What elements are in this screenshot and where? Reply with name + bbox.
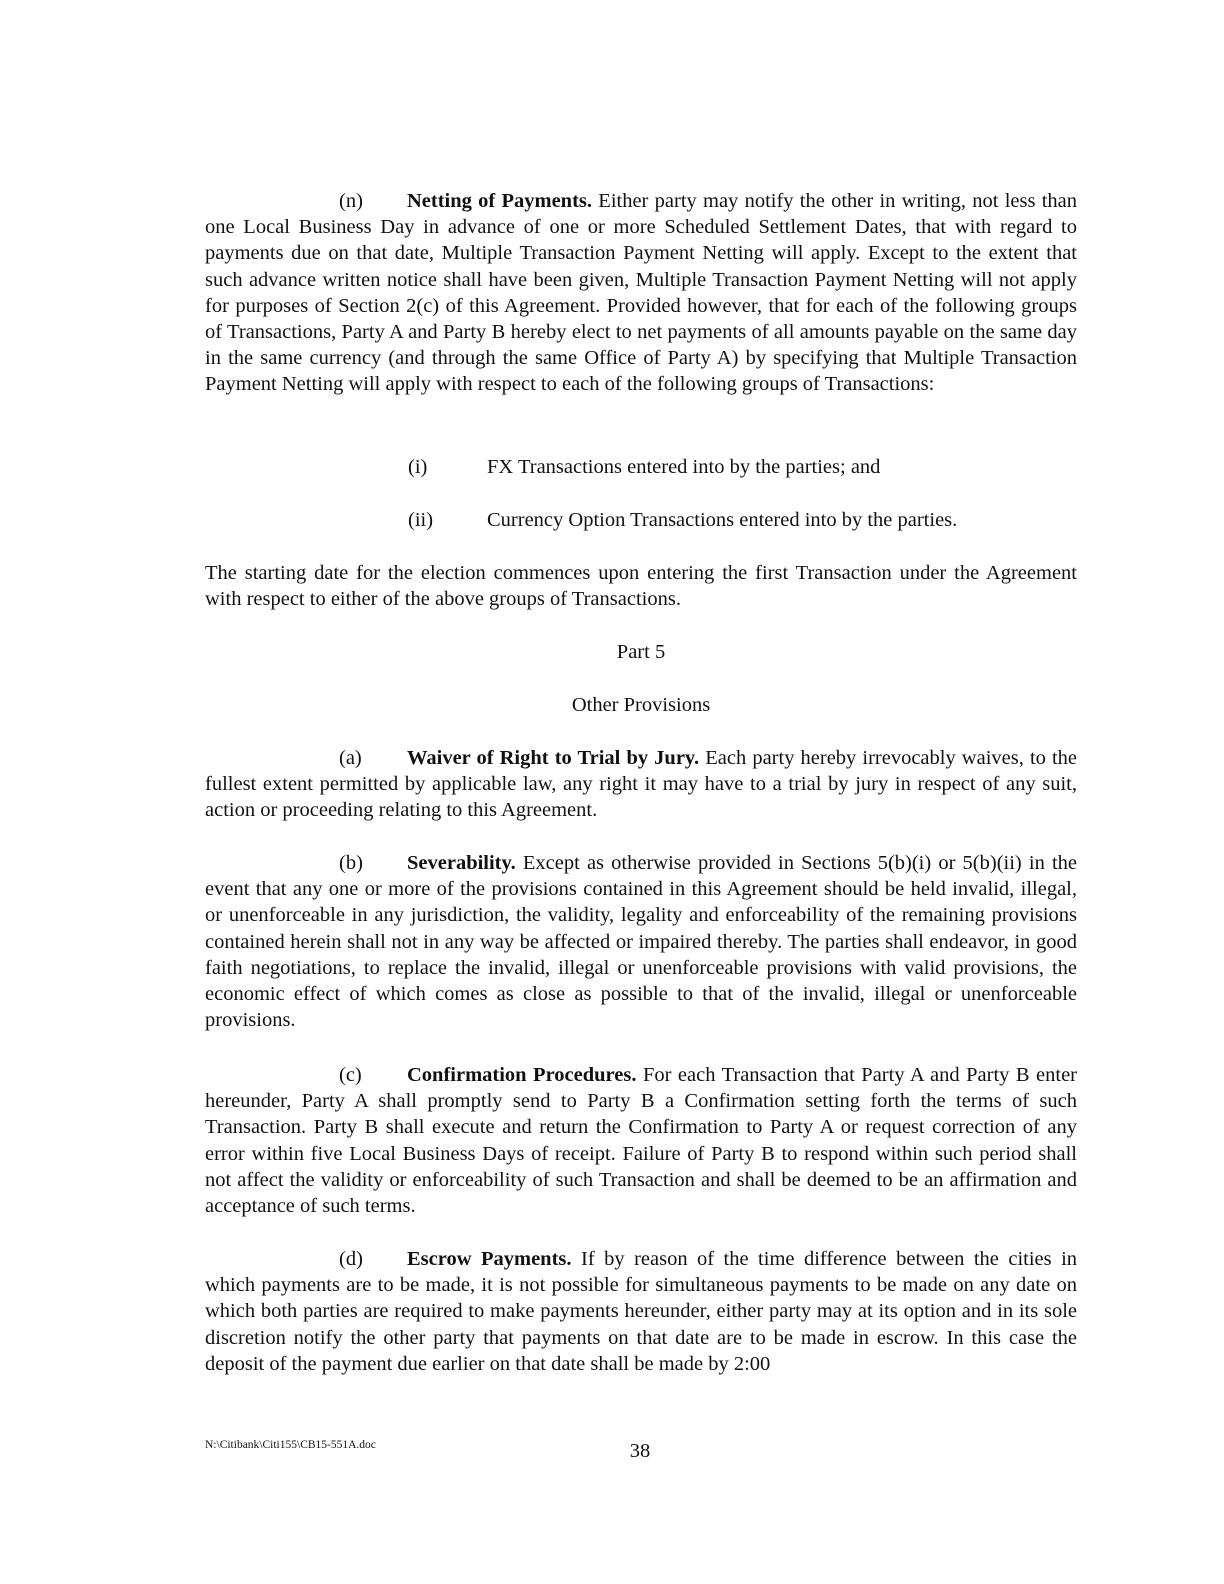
section-c-marker: (c) <box>339 1064 362 1086</box>
list-item-i <box>408 454 1048 480</box>
section-d-escrow-payments <box>205 1246 1077 1377</box>
section-a-marker: (a) <box>339 747 362 769</box>
section-n-heading: Netting of Payments. <box>407 190 593 212</box>
section-b-marker: (b) <box>339 852 363 874</box>
section-d-marker: (d) <box>339 1248 363 1270</box>
section-b-heading: Severability. <box>407 852 516 874</box>
list-item-ii <box>408 507 1048 533</box>
section-b-severability <box>205 850 1077 1033</box>
section-c-body: For each Transaction that Party A and Party B enter hereunder, Party A shall promptly send to Party B a Confirmation setting forth the terms of such Transaction. Party B shall execute and return the Confirmation to Party A or request correction of any error within five Local Business Days of receipt. Failure of Party B to respond within such period shall not affect the validity or enforceability of such Transaction and shall be deemed to be an affirmation and acceptance of such terms. <box>205 1064 1077 1218</box>
list-item-ii-text: Currency Option Transactions entered into by the parties. <box>487 509 958 531</box>
part-title: Part 5 <box>616 641 666 663</box>
list-item-i-text: FX Transactions entered into by the parties; and <box>487 456 881 478</box>
section-d-heading: Escrow Payments. <box>407 1248 572 1270</box>
section-c-confirmation-procedures <box>205 1062 1077 1219</box>
section-n-netting-of-payments <box>205 188 1077 398</box>
section-a-waiver <box>205 745 1077 824</box>
footer-file-path: N:\Citibank\Citi155\CB15-551A.doc <box>205 1439 376 1451</box>
section-c-heading: Confirmation Procedures. <box>407 1064 637 1086</box>
page-number: 38 <box>629 1440 651 1462</box>
section-a-body: Each party hereby irrevocably waives, to the fullest extent permitted by applicable law, any right it may have to a trial by jury in respect of any suit, action or proceeding relating to this Agreement. <box>205 747 1078 822</box>
section-b-body: Except as otherwise provided in Sections 5(b)(i) or 5(b)(ii) in the event that any one or more of the provisions contained in this Agreement should be held invalid, illegal, or unenforceable in any jurisdiction, the validity, legality and enforceability of the remaining provisions contained herein shall not in any way be affected or impaired thereby. The parties shall endeavor, in good faith negotiations, to replace the invalid, illegal or unenforceable provisions with valid provisions, the economic effect of which comes as close as possible to that of the invalid, illegal or unenforceable provisions. <box>205 852 1077 1032</box>
section-n-closing: The starting date for the election commences upon entering the first Transaction under the Agreement with respect to either of the above groups of Transactions. <box>205 562 1077 611</box>
section-d-body: If by reason of the time difference between the cities in which payments are to be made, it is not possible for simultaneous payments to be made on any date on which both parties are required to make payments hereunder, either party may at its option and in its sole discretion notify the other party that payments on that date are to be made in escrow. In this case the deposit of the payment due earlier on that date shall be made by 2:00 <box>205 1248 1078 1375</box>
section-n-marker: (n) <box>339 190 363 212</box>
list-item-i-marker: (i) <box>408 456 428 478</box>
section-a-heading: Waiver of Right to Trial by Jury. <box>407 747 700 769</box>
part-subtitle: Other Provisions <box>571 694 711 716</box>
section-n-body: Either party may notify the other in writing, not less than one Local Business Day in advance of one or more Scheduled Settlement Dates, that with regard to payments due on that date, Multiple Transaction Payment Netting will apply. Except to the extent that such advance written notice shall have been given, Multiple Transaction Payment Netting will not apply for purposes of Section 2(c) of this Agreement. Provided however, that for each of the following groups of Transactions, Party A and Party B hereby elect to net payments of all amounts payable on the same day in the same currency (and through the same Office of Party A) by specifying that Multiple Transaction Payment Netting will apply with respect to each of the following groups of Transactions: <box>205 190 1078 396</box>
list-item-ii-marker: (ii) <box>408 509 434 531</box>
